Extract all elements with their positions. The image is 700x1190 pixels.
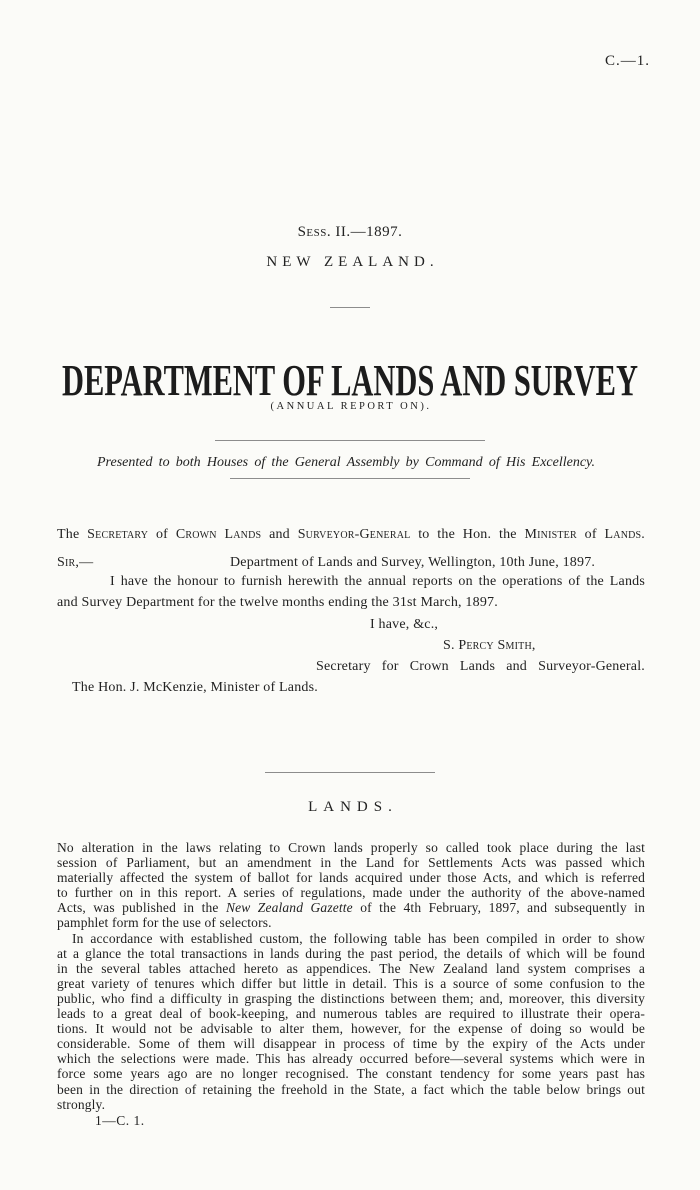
paragraph-1-line: pamphlet form for the use of selectors.	[57, 915, 272, 931]
signature-name: Percy Smith	[458, 638, 532, 653]
address-part: Secretary	[87, 527, 149, 542]
session-number: II.—1897.	[331, 224, 403, 240]
letter-addressee: The Hon. J. McKenzie, Minister of Lands.	[72, 680, 318, 695]
report-subtitle: (ANNUAL REPORT ON).	[270, 401, 432, 412]
salutation-word: Sir	[57, 555, 76, 570]
page-code: C.—1.	[604, 53, 650, 69]
country-heading: NEW ZEALAND.	[266, 254, 439, 270]
address-part: The	[57, 527, 88, 542]
letter-dateline: Department of Lands and Survey, Wellington, 10th June, 1897.	[230, 555, 596, 570]
salutation-punct: ,—	[75, 555, 94, 570]
session-prefix: Sess.	[297, 224, 332, 240]
address-part: Surveyor-General	[297, 527, 411, 542]
paragraph-1-line: materially affected the system of ballot for lands acquired under those Acts, and which is referred	[57, 870, 645, 886]
letter-body-line: and Survey Department for the twelve months ending the 31st March, 1897.	[57, 595, 498, 610]
paragraph-1-line: No alteration in the laws relating to Crown lands properly so called took place during the last	[57, 840, 645, 855]
lands-body	[57, 840, 645, 1112]
line-text: Acts, was published in the	[57, 900, 226, 916]
address-part: .	[641, 527, 645, 542]
signature	[443, 638, 536, 654]
divider-above-presented	[215, 440, 485, 441]
page-footer-code: 1—C. 1.	[95, 1113, 145, 1128]
address-part: to the Hon. the	[410, 527, 525, 542]
letter-address	[57, 527, 645, 543]
letter-closing: I have, &c.,	[370, 617, 439, 632]
paragraph-1-line	[57, 900, 645, 915]
paragraph-2-line: In accordance with established custom, the following table has been compiled in order to show	[72, 930, 645, 946]
presented-line: Presented to both Houses of the General Assembly by Command of His Excellency.	[97, 455, 595, 470]
signature-punct: ,	[531, 638, 536, 653]
address-part: and	[261, 527, 298, 542]
section-heading: LANDS.	[308, 799, 398, 815]
paragraph-2-line: which the selections were made. This has already occurred before—several systems which were in	[57, 1051, 645, 1067]
divider-below-presented	[230, 478, 470, 479]
paragraph-1-line: to further on in this report. A series of regulations, made under the authority of the above-named	[57, 885, 645, 901]
session-line	[0, 224, 700, 240]
paragraph-2-line: in the several tables attached hereto as appendices. The New Zealand land system comprises a	[57, 960, 645, 976]
paragraph-2-line: been in the direction of retaining the freehold in the State, a fact which the table below brings out	[57, 1081, 645, 1097]
address-part: Lands	[604, 527, 642, 542]
paragraph-2-line: great variety of tenures which differ but little in detail. This is a source of some confusion to the	[57, 975, 645, 991]
salutation	[57, 555, 93, 571]
paragraph-2-line: tions. It would not be advisable to alter them, however, for the expense of doing so would be	[57, 1021, 645, 1037]
paragraph-2-line: considerable. Some of them will disappear in process of time by the expiry of the Acts under	[57, 1036, 645, 1052]
department-title-text: DEPARTMENT OF LANDS AND SURVEY	[62, 356, 638, 405]
address-part: Minister	[524, 527, 577, 542]
paragraph-2-line: strongly.	[57, 1096, 106, 1112]
address-part: of	[148, 527, 176, 542]
section-divider	[265, 772, 435, 773]
line-text: of the 4th February, 1897, and subsequently in	[352, 900, 646, 916]
address-part: of	[576, 527, 605, 542]
paragraph-2-line: leads to a great deal of book-keeping, and numerous tables are required to illustrate their opera-	[57, 1006, 645, 1022]
paragraph-1-line: session of Parliament, but an amendment in the Land for Settlements Acts was passed which	[57, 855, 645, 871]
signature-initial: S.	[443, 638, 459, 653]
department-title	[0, 355, 700, 405]
letter-body-line: I have the honour to furnish herewith the annual reports on the operations of the Lands	[110, 574, 645, 589]
short-divider	[330, 307, 370, 308]
signature-title: Secretary for Crown Lands and Surveyor-General.	[316, 659, 645, 674]
gazette-title: New Zealand Gazette	[225, 900, 353, 916]
paragraph-2-line: public, who find a difficulty in grasping the distinctions between them; and, moreover, this diversity	[57, 990, 645, 1006]
paragraph-2-line: force some years ago are no longer recognised. The constant tendency for some years past has	[57, 1066, 645, 1082]
paragraph-2-line: at a glance the total transactions in lands during the past period, the details of which will be found	[57, 945, 645, 961]
address-part: Crown Lands	[175, 527, 262, 542]
